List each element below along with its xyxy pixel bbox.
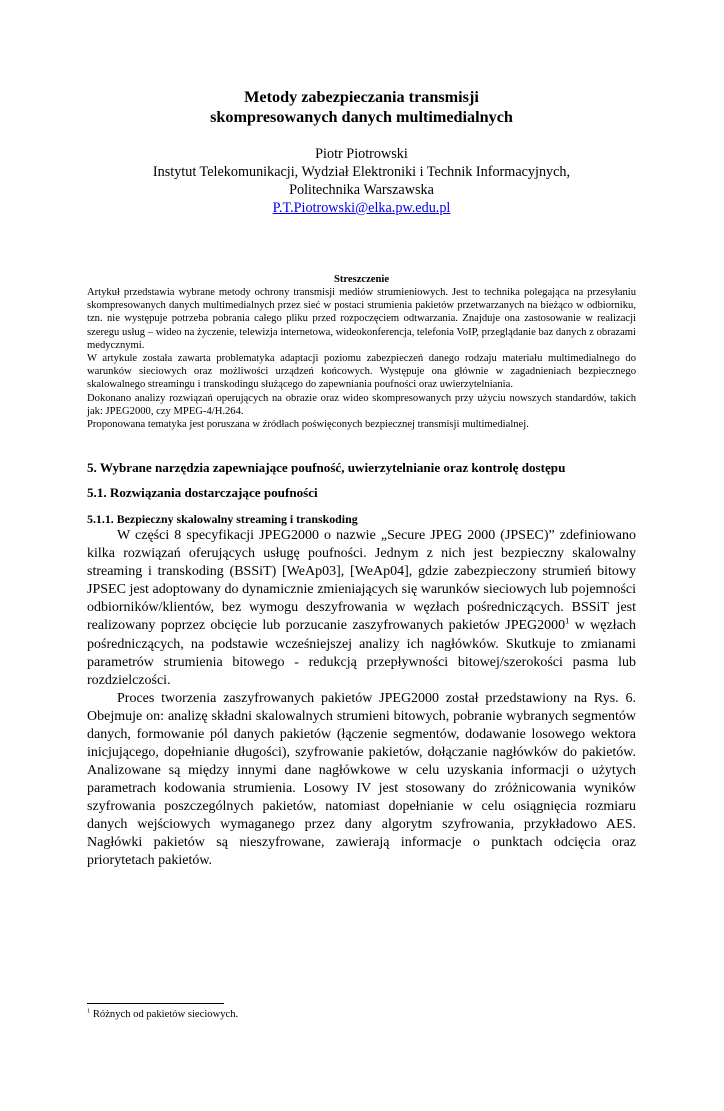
paragraph-text: w węzłach pośredniczących, na podstawie wcześniejszej analizy ich nagłówków. Skutkuje to zmianami parametrów strumienia bitowego - redukcją przepływności bitowej/szerokości pasma lub rozdzielczości.: [87, 618, 636, 688]
author-block: [87, 145, 636, 217]
section-heading-5: 5. Wybrane narzędzia zapewniające poufność, uwierzytelnianie oraz kontrolę dostępu: [87, 460, 566, 476]
footnote-reference[interactable]: 1: [565, 616, 570, 626]
section-heading-5-1: 5.1. Rozwiązania dostarczające poufności: [87, 485, 318, 501]
title-line-2: skompresowanych danych multimedialnych: [210, 108, 513, 126]
footnote: [87, 1008, 238, 1021]
abstract-paragraph: W artykule została zawarta problematyka adaptacji poziomu zabezpieczeń danego rodzaju materiału multimedialnego do warunków sieciowych oraz możliwości urządzeń końcowych. Występuje ona głównie w zagadnieniach bezpiecznego skalowalnego streamingu i transkodingu służącego do zapewniania poufności oraz uwierzytelniania.: [87, 353, 636, 391]
title-line-1: Metody zabezpieczania transmisji: [244, 88, 479, 106]
footnote-text: Różnych od pakietów sieciowych.: [90, 1009, 239, 1020]
body-paragraph-2: Proces tworzenia zaszyfrowanych pakietów JPEG2000 został przedstawiony na Rys. 6. Obejmuje on: analizę składni skalowalnych strumieni bitowych, pobranie wybranych segmentów danych, formowanie pól danych pakietów (łączenie segmentów, dodawanie losowego wektora inicjującego, dopełnianie długości), szyfrowanie pakietów, dołączanie nagłówków do pakietów. Analizowane są między innymi dane nagłówkowe w celu uzyskania informacji o użytych parametrach kodowania strumienia. Losowy IV jest stosowany do zróżnicowania wyników szyfrowania poszczególnych pakietów, natomiast dopełnianie w celu osiągnięcia rozmiaru danych wejściowych wymaganego przez dany algorytm szyfrowania, przykładowo AES. Nagłówki pakietów są nieszyfrowane, zawierają informacje o punktach odcięcia oraz priorytetach pakietów.: [87, 690, 636, 869]
abstract-paragraph: Dokonano analizy rozwiązań operujących na obrazie oraz wideo skompresowanych przy użyciu nowszych standardów, takich jak: JPEG2000, czy MPEG-4/H.264.: [87, 392, 636, 417]
body-paragraph-1: [87, 527, 636, 689]
author-name: Piotr Piotrowski: [315, 146, 408, 162]
footnote-mark: 1: [87, 1007, 91, 1015]
document-page: [0, 87, 724, 1111]
paper-title: [87, 87, 636, 127]
paragraph-text: W części 8 specyfikacji JPEG2000 o nazwie „Secure JPEG 2000 (JPSEC)” zdefiniowano kilka rozwiązań oferujących usługę poufności. Jednym z nich jest bezpieczny skalowalny streaming i transkoding (BSSiT) [WeAp03], [WeAp04], gdzie zabezpieczony strumień bitowy JPSEC jest adoptowany do dynamicznie zmieniających się warunków sieciowych lub pojemności odbiorników/klientów, bez wymogu deszyfrowania w węzłach pośredniczących. BSSiT jest realizowany poprzez obcięcie lub porzucanie zaszyfrowanych pakietów JPEG2000: [87, 528, 636, 634]
abstract-paragraph: Proponowana tematyka jest poruszana w źródłach poświęconych bezpiecznej transmisji multimedialnej.: [87, 419, 529, 431]
abstract-body: [87, 286, 636, 431]
section-body: [87, 527, 636, 870]
footnote-separator: [87, 1003, 224, 1004]
section-heading-5-1-1: 5.1.1. Bezpieczny skalowalny streaming i transkoding: [87, 512, 358, 527]
abstract-paragraph: Artykuł przedstawia wybrane metody ochrony transmisji mediów strumieniowych. Jest to technika polegająca na przesyłaniu skompresowanych danych multimedialnych przez sieć w postaci strumienia pakietów przetwarzanych na bieżąco w odbiorniku, tzn. nie występuje potrzeba pobrania całego pliku przed rozpoczęciem odtwarzania. Znajduje ona zastosowanie w realizacji szeregu usług – wideo na życzenie, telewizja internetowa, wideokonferencja, telefonia VoIP, przeglądanie baz danych z obrazami medycznymi.: [87, 287, 636, 351]
author-email-link[interactable]: P.T.Piotrowski@elka.pw.edu.pl: [272, 200, 451, 216]
affiliation-line-1: Instytut Telekomunikacji, Wydział Elektroniki i Technik Informacyjnych,: [152, 164, 571, 180]
abstract-heading: Streszczenie: [333, 274, 390, 285]
affiliation-line-2: Politechnika Warszawska: [289, 182, 434, 198]
